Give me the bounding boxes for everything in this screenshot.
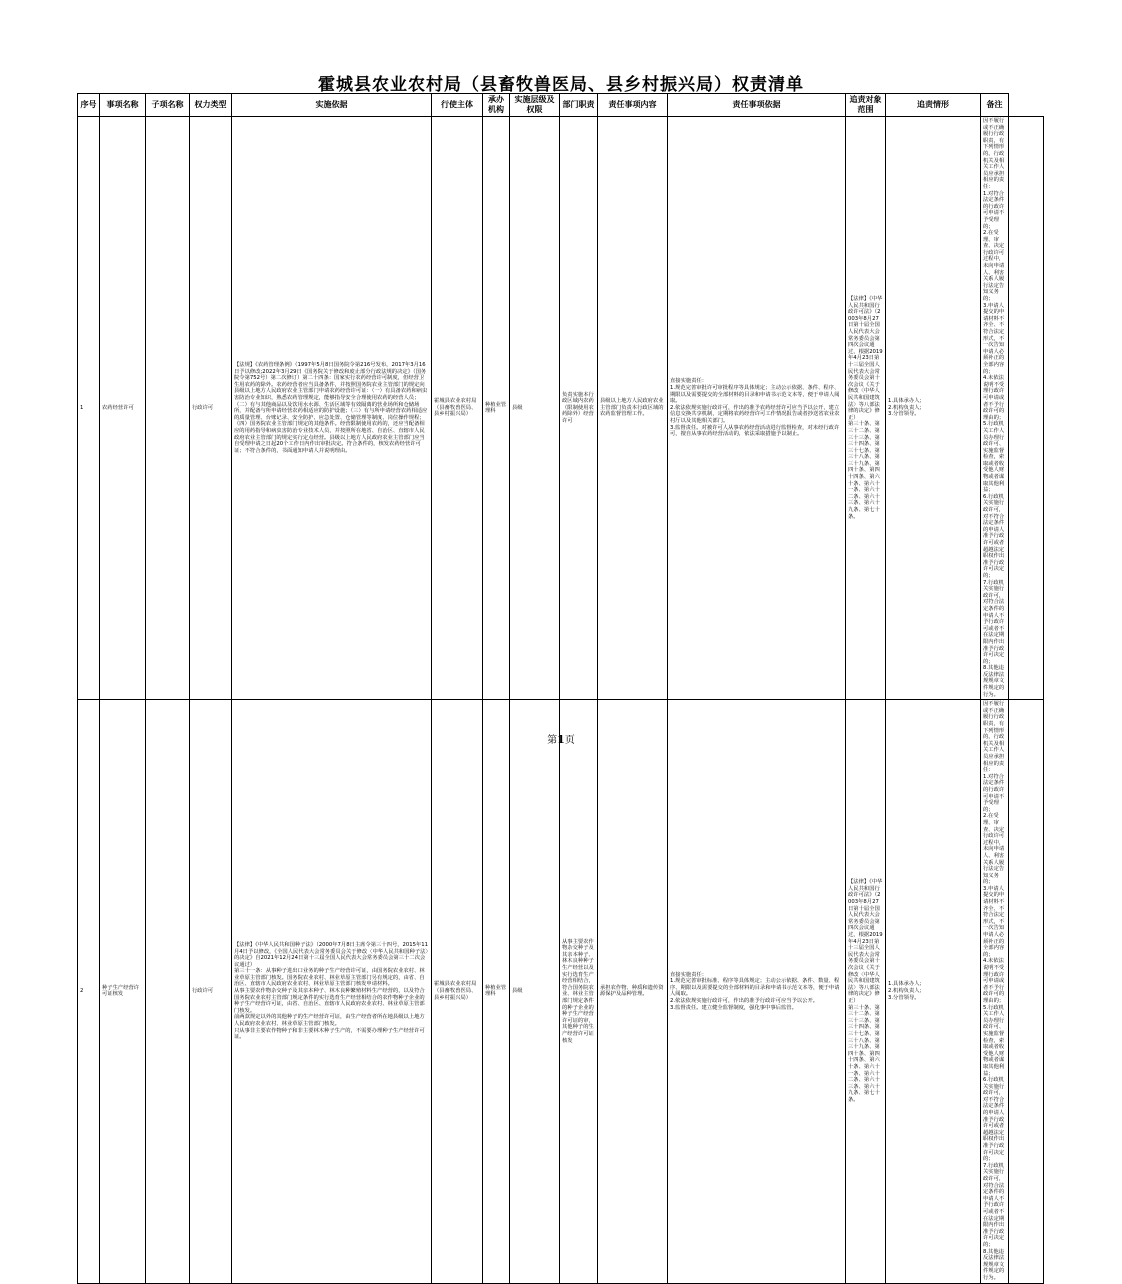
- cell-subject: 霍城县农业农村局（县畜牧兽医局、县乡村振兴局）: [432, 117, 483, 700]
- page-prefix: 第: [547, 735, 558, 746]
- header-cell: 子项名称: [146, 94, 190, 117]
- cell-level: 县级: [510, 700, 560, 1283]
- cell-item-name: 种子生产经营许可证核发: [100, 700, 146, 1283]
- table-row: [78, 700, 1044, 1283]
- table-row: [78, 117, 1044, 700]
- cell-scope: 1.具体承办人； 2.机构负责人； 3.分管领导。: [886, 700, 981, 1283]
- header-cell: 承办机构: [483, 94, 510, 117]
- cell-no: 1: [78, 117, 100, 700]
- cell-org: 种植业管理科: [483, 117, 510, 700]
- cell-situation: 因不履行或不正确履行行政职责，有下列情形的，行政机关及相关工作人员应承担相应的责任： 1.对符合法定条件的行政许可申请不予受理的； 2.在受理、审查、决定行政许可过程中，未向申请人、利害关系人履行法定告知义务的； 3.申请人提交的申请材料不齐全、不符合法定形式，不一次告知申请人必须补正的全部内容的； 4.未依法说明不受理行政许可申请或者不予行政许可的理由的； 5.行政机关工作人员办理行政许可、实施监督检查，索取或者收受他人财物或者谋取其他利益； 6.行政机关实施行政许可，对不符合法定条件的申请人准予行政许可或者超越法定职权作出准予行政许可决定的； 7.行政机关实施行政许可，对符合法定条件的申请人不予行政许可或者不在法定期限内作出准予行政许可决定的； 8.其他违反法律法规规章文件规定的行为。: [981, 700, 1009, 1283]
- cell-duty: 负责实施本行政区域内农药（限制使用农药除外）经营许可: [560, 117, 598, 700]
- page-footer: [0, 731, 1122, 746]
- cell-resp-content: 直接实施责任： 1.规范完善审批标准、程序等具体规定；主动公示依据、条件、数量、程序、期限以及需要提交的全部材料的目录和申请书示范文本等，便于申请人阅取。 2.依法依规实施行政许可，作出的准予行政许可应当予以公开。 3.监督责任。建立健全监督制度，强化事中事后监管。: [668, 700, 846, 1283]
- cell-subject: 霍城县农业农村局（县畜牧兽医局、县乡村振兴局）: [432, 700, 483, 1283]
- cell-situation: 因不履行或不正确履行行政职责，有下列情形的，行政机关及相关工作人员应承担相应的责任： 1.对符合法定条件的行政许可申请不予受理的； 2.在受理、审查、决定行政许可过程中，未向申请人、利害关系人履行法定告知义务的； 3.申请人提交的申请材料不齐全、不符合法定形式，不一次告知申请人必须补正的全部内容的； 4.未依法说明不受理行政许可申请或者不予行政许可的理由的； 5.行政机关工作人员办理行政许可、实施监督检查，索取或者收受他人财物或者谋取其他利益； 6.行政机关实施行政许可，对不符合法定条件的申请人准予行政许可或者超越法定职权作出准予行政许可决定的； 7.行政机关实施行政许可，对符合法定条件的申请人不予行政许可或者不在法定期限内作出准予行政许可决定的； 8.其他违反法律法规规章文件规定的行为。: [981, 117, 1009, 700]
- cell-scope: 1.具体承办人； 2.机构负责人； 3.分管领导。: [886, 117, 981, 700]
- header-cell: 行使主体: [432, 94, 483, 117]
- cell-item-name: 农药经营许可: [100, 117, 146, 700]
- cell-duty: 从事主要农作物杂交种子及其亲本种子、林木良种种子生产经营以及实行选育生产经营相结合，符合国务院农业、林业主管部门规定条件的种子企业的种子生产经营许可证的审，其他种子的生产经营许可证核发: [560, 700, 598, 1283]
- cell-note: [1009, 117, 1044, 700]
- header-cell: 责任事项依据: [668, 94, 846, 117]
- cell-org: 种植业管理科: [483, 700, 510, 1283]
- header-cell: 备注: [981, 94, 1009, 117]
- cell-power-type: 行政许可: [190, 117, 232, 700]
- cell-power-type: 行政许可: [190, 700, 232, 1283]
- table-header-row: [78, 94, 1044, 117]
- cell-subitem-name: [146, 117, 190, 700]
- header-cell: 部门职责: [560, 94, 598, 117]
- responsibility-table: [77, 93, 1044, 1284]
- header-cell: 事项名称: [100, 94, 146, 117]
- header-cell: 追责对象范围: [846, 94, 886, 117]
- cell-dept-duty: 承担农作物、种质和遗传资源保护及品种管理。: [598, 700, 668, 1283]
- header-cell: 责任事项内容: [598, 94, 668, 117]
- header-cell: 实施依据: [232, 94, 432, 117]
- cell-no: 2: [78, 700, 100, 1283]
- cell-resp-content: 直接实施责任： 1.规范完善审批许可审批程序等具体规定；主动公示依据、条件、程序、期限以及需要提交的全部材料的目录和申请书示范文本等，便于申请人阅取。 2.依法依规实施行政许可，作出的准予农药经营许可应当予以公开，建立信息交换共享机制，定期将农药经营许可工作情况报告或者抄送省农业农村厅以及其他相关部门。 3.监督责任。对被许可人从事农药经营活动进行监督检查，对未经行政许可，擅自从事农药经营活动的，依法采取措施予以制止。: [668, 117, 846, 700]
- header-cell: 序号: [78, 94, 100, 117]
- cell-basis: 【法律】《中华人民共和国种子法》（2000年7月8日主席令第三十四号，2015年11月4日予以修改，《全国人民代表大会常务委员会关于修改〈中华人民共和国种子法〉的决定》自2021年12月24日第十三届全国人民代表大会常务委员会第三十二次会议通过） 第三十一条：从事种子进出口业务的种子生产经营许可证，由国务院农业农村、林业草原主管部门核发。国务院农业农村、林业草原主管部门另有规定的，由省、自治区、直辖市人民政府农业农村、林业草原主管部门核发申请材料。 从事主要农作物杂交种子及其亲本种子、林木良种繁殖材料生产经营的，以及符合国务院农业农村主管部门规定条件的实行选育生产经营相结合的农作物种子企业的种子生产经营许可证，由省、自治区、直辖市人民政府农业农村、林业草原主管部门核发。 前两款规定以外的其他种子的生产经营许可证，由生产经营者所在地县级以上地方人民政府农业农村、林业草原主管部门核发。 只从事非主要农作物种子和非主要林木种子生产的，不需要办理种子生产经营许可证。: [232, 700, 432, 1283]
- cell-note: [1009, 700, 1044, 1283]
- page-suffix: 页: [564, 735, 575, 746]
- cell-dept-duty: 县级以上地方人民政府农业主管部门负责本行政区域的农药监督管理工作。: [598, 117, 668, 700]
- header-cell: 实施层级及权限: [510, 94, 560, 117]
- cell-subitem-name: [146, 700, 190, 1283]
- page-title: 霍城县农业农村局（县畜牧兽医局、县乡村振兴局）权责清单: [318, 75, 804, 95]
- cell-resp-basis: 【法律】《中华人民共和国行政许可法》（2003年8月27日第十届全国人民代表大会常务委员会第四次会议通过，根据2019年4月23日第十三届全国人民代表大会常务委员会第十次会议《关于修改〈中华人民共和国建筑法〉等八部法律的决定》修正） 第三十条、第三十二条、第三十三条、第三十四条、第三十七条、第三十八条、第三十九条、第四十条、第四十四条、第六十条、第六十一条、第六十二条、第六十三条、第六十九条、第七十条。: [846, 117, 886, 700]
- cell-basis: 【法规】《农药管理条例》（1997年5月8日国务院令第216号发布，2017年3月16日予以修改;2022年3月29日《国务院关于修改和废止部分行政法规的决定》（国务院令第752号）第二次修订）第二十四条：国家实行农药经营许可制度，但经营卫生用农药的除外。农药经营者应当具备条件，并按照国务院农业主管部门的规定向县级以上地方人民政府农业主管部门申请农药经营许可证：（一）有具备农药和病虫害防治专业知识，熟悉农药管理规定，能够指导安全合理使用农药的经营人员；（二）有与其他商品以及饮用水水源、生活区域等有效隔离的营业场所和仓储场所，并配备与所申请经营农药相适应的防护设施；（三）有与所申请经营农药相适应的质量管理、台账记录、安全防护、应急处置、仓储管理等制度、岗位操作规程；（四）国务院农业主管部门规定的其他条件。经营限制使用农药的，还应当配备相应的用药指导和病虫害防治专业技术人员，并按照所在地省、自治区、直辖市人民政府农业主管部门的规定实行定点经营。县级以上地方人民政府农业主管部门应当自受理申请之日起20个工作日内作出审批决定。符合条件的，核发农药经营许可证；不符合条件的，书面通知申请人并说明理由。: [232, 117, 432, 700]
- header-cell: 追责情形: [886, 94, 981, 117]
- cell-resp-basis: 【法律】《中华人民共和国行政许可法》（2003年8月27日第十届全国人民代表大会常务委员会第四次会议通过，根据2019年4月23日第十三届全国人民代表大会常务委员会第十次会议《关于修改〈中华人民共和国建筑法〉等八部法律的决定》修正） 第三十条、第三十二条、第三十三条、第三十四条、第三十七条、第三十八条、第三十九条、第四十条、第四十四条、第六十条、第六十一条、第六十二条、第六十三条、第六十九条、第七十条。: [846, 700, 886, 1283]
- page-number: 1: [557, 733, 565, 746]
- header-cell: 权力类型: [190, 94, 232, 117]
- cell-level: 县级: [510, 117, 560, 700]
